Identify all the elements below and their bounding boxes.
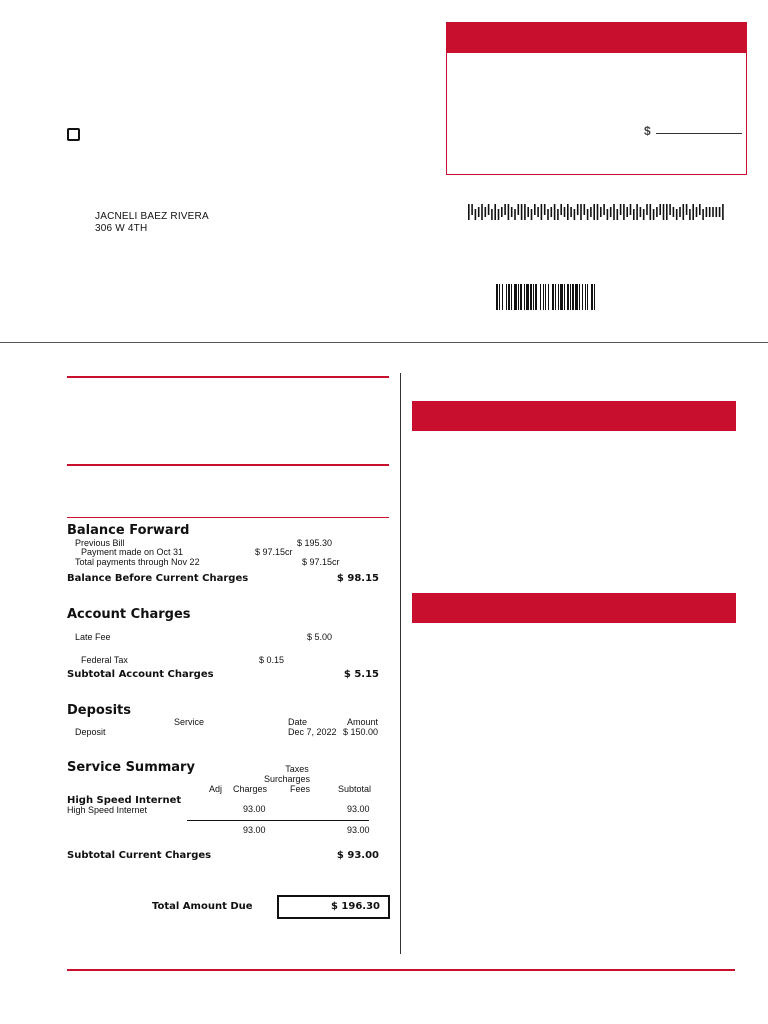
service-total-rule (187, 820, 369, 821)
subtotal-current-charges-label: Subtotal Current Charges (67, 850, 212, 861)
federal-tax-label: Federal Tax (81, 655, 128, 665)
total-amount-due-amount: $ 196.30 (330, 901, 380, 912)
mailing-address-line1: 306 W 4TH (95, 223, 148, 234)
account-charges-heading: Account Charges (67, 607, 191, 622)
postal-barcode-icon (468, 203, 732, 221)
late-fee-amount: $ 5.00 (307, 632, 333, 642)
right-panel-header-2 (412, 593, 736, 623)
subtotal-account-charges-label: Subtotal Account Charges (67, 669, 214, 680)
service-summary-heading: Service Summary (67, 760, 195, 775)
right-panel-header-1 (412, 401, 736, 431)
left-rule-thin (67, 517, 389, 518)
balance-before-current-amount: $ 98.15 (336, 573, 379, 584)
service-group-label: High Speed Internet (67, 795, 182, 806)
service-col-adj: Adj (209, 784, 223, 794)
left-rule-middle (67, 464, 389, 466)
payment-box (446, 22, 747, 175)
total-payments-label: Total payments through Nov 22 (75, 557, 200, 567)
deposit-row-date: Dec 7, 2022 (288, 727, 337, 737)
previous-bill-label: Previous Bill (75, 538, 125, 548)
subtotal-account-charges-amount: $ 5.15 (343, 669, 379, 680)
service-total-charges: 93.00 (243, 825, 266, 835)
previous-bill-amount: $ 195.30 (297, 538, 333, 548)
total-amount-due-label: Total Amount Due (152, 901, 253, 912)
remit-checkbox[interactable] (67, 128, 80, 141)
balance-before-current-label: Balance Before Current Charges (67, 573, 249, 584)
deposits-col-service: Service (174, 717, 205, 727)
amount-currency-symbol: $ (644, 124, 651, 138)
footer-rule (67, 969, 735, 971)
deposits-col-amount: Amount (346, 717, 378, 727)
service-col-charges: Charges (233, 784, 268, 794)
column-divider (400, 373, 401, 954)
service-col-surcharges: Surcharges (263, 774, 311, 784)
payment-label: Payment made on Oct 31 (81, 547, 184, 557)
total-payments-amount: $ 97.15cr (302, 557, 340, 567)
service-col-subtotal: Subtotal (338, 784, 372, 794)
service-col-taxes: Taxes (285, 764, 309, 774)
payment-box-header (446, 22, 747, 53)
service-row-label: High Speed Internet (67, 805, 148, 815)
balance-forward-heading: Balance Forward (67, 523, 190, 538)
late-fee-label: Late Fee (75, 632, 111, 642)
subtotal-current-charges-amount: $ 93.00 (336, 850, 379, 861)
deposits-col-date: Date (288, 717, 308, 727)
deposits-heading: Deposits (67, 703, 131, 718)
service-row-subtotal: 93.00 (347, 804, 370, 814)
service-total-subtotal: 93.00 (347, 825, 370, 835)
service-row-charges: 93.00 (243, 804, 266, 814)
deposit-row-label: Deposit (75, 727, 106, 737)
federal-tax-amount: $ 0.15 (259, 655, 285, 665)
deposit-row-amount: $ 150.00 (342, 727, 378, 737)
perforation-line (0, 342, 768, 343)
left-rule-top (67, 376, 389, 378)
mailing-name: JACNELI BAEZ RIVERA (95, 211, 209, 222)
payment-amount: $ 97.15cr (255, 547, 293, 557)
service-col-fees: Fees (290, 784, 311, 794)
amount-enclosed-field[interactable] (656, 133, 742, 134)
linear-barcode-icon (496, 284, 642, 310)
